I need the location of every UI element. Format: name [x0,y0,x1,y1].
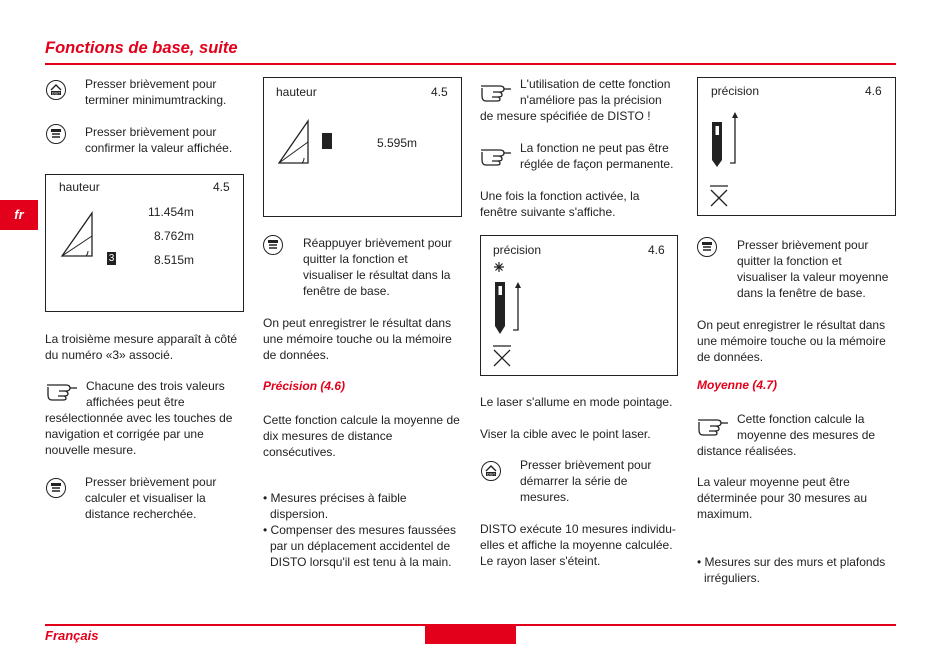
measurement-index-badge: 3 [108,253,115,264]
screen-code: 4.6 [865,84,882,98]
col3-p3: Une fois la fonction activée, la fenêtre suivante s'affiche. [480,189,640,219]
page-title: Fonctions de base, suite [45,39,238,57]
screen-value-3: 8.515m [154,253,195,267]
col1-p4a: Chacune des trois valeurs affichées peut être [86,379,225,409]
col1-p4b: resélectionnée avec les touches de navigation et corrigée par une nouvelle mesure. [45,411,233,457]
dist-button-icon [46,80,66,100]
display-screen-height-1 [45,174,244,312]
pointing-hand-note-icon [697,414,729,436]
col3-p6: Presser brièvement pour démarrer la série de mesures. [520,458,652,504]
col3-p4: Le laser s'allume en mode pointage. [480,395,673,409]
col3-p5: Viser la cible avec le point laser. [480,427,651,441]
confirm-button-icon [697,237,717,257]
screen-code: 4.5 [213,180,230,194]
cursor-block [322,133,332,149]
col4-p1: Presser brièvement pour quitter la fonction et visualiser la valeur moyenne dans la fenêtre de base. [737,238,889,300]
col3-p1b: de mesure spécifiée de DISTO ! [480,109,651,123]
screen-value: 5.595m [377,136,418,150]
col4-bullet-1: • Mesures sur des murs et plafonds irréguliers. [697,555,886,585]
screen-code: 4.6 [648,243,665,257]
screen-label: précision [493,243,542,257]
col1-p2: Presser brièvement pour confirmer la valeur affichée. [85,125,233,155]
clear-x-icon [709,185,729,207]
col3-p2: La fonction ne peut pas être réglée de façon permanente. [520,141,674,171]
section-heading-precision: Précision (4.6) [263,379,346,393]
pointing-hand-note-icon [480,144,512,166]
col2-p3: Cette fonction calcule la moyenne de dix mesures de distance consécutives. [263,413,460,459]
col2-p2: On peut enregistrer le résultat dans une mémoire touche ou la mémoire de données. [263,316,452,362]
col4-p2: On peut enregistrer le résultat dans une mémoire touche ou la mémoire de données. [697,318,886,364]
col2-p1: Réappuyer brièvement pour quitter la fonction et visualiser le résultat dans la fenêtre de base. [303,236,452,298]
screen-code: 4.5 [431,85,448,99]
language-tab: fr [0,200,38,230]
device-measure-icon [708,108,742,168]
pointing-hand-note-icon [480,80,512,102]
col1-p5: Presser brièvement pour calculer et visualiser la distance recherchée. [85,475,217,521]
col1-p1: Presser brièvement pour terminer minimumtracking. [85,77,227,107]
col1-p3: La troisième mesure apparaît à côté du numéro «3» associé. [45,332,238,362]
col3-p7: DISTO exécute 10 mesures individu- elles et affiche la moyenne calculée. Le rayon laser s'éteint. [480,522,676,568]
footer-page-block [425,625,516,644]
col3-p1a: L'utilisation de cette fonction n'améliore pas la précision [520,77,671,107]
col4-p4: La valeur moyenne peut être déterminée pour 30 mesures au maximum. [697,475,868,521]
pointing-hand-note-icon [46,379,78,401]
col2-bullet-1: • Mesures précises à faible dispersion. [263,491,407,521]
screen-label: hauteur [59,180,100,194]
col2-bullet-2: • Compenser des mesures faussées par un déplacement accidentel de DISTO lorsqu'il est tenu à la main. [263,523,456,569]
confirm-button-icon [46,478,66,498]
section-heading-average: Moyenne (4.7) [697,378,778,392]
header-rule [45,63,896,65]
screen-label: précision [711,84,760,98]
display-screen-precision-2 [697,77,896,216]
height-triangle-icon [276,118,312,166]
screen-label: hauteur [276,85,317,99]
clear-x-icon [492,345,512,367]
display-screen-precision-1 [480,235,678,376]
col4-p3a: Cette fonction calcule la moyenne des mesures de [737,412,876,442]
laser-on-device-icon [491,260,525,340]
screen-value-1: 11.454m [148,205,194,219]
screen-value-2: 8.762m [154,229,195,243]
svg-text:DIST: DIST [486,472,496,477]
footer-language: Français [45,628,99,643]
display-screen-height-2 [263,77,462,217]
confirm-button-icon [46,124,66,144]
svg-text:DIST: DIST [51,91,61,96]
height-triangle-icon [58,209,96,259]
col4-p3b: distance réalisées. [697,444,797,458]
confirm-button-icon [263,235,283,255]
dist-button-icon [481,461,501,481]
